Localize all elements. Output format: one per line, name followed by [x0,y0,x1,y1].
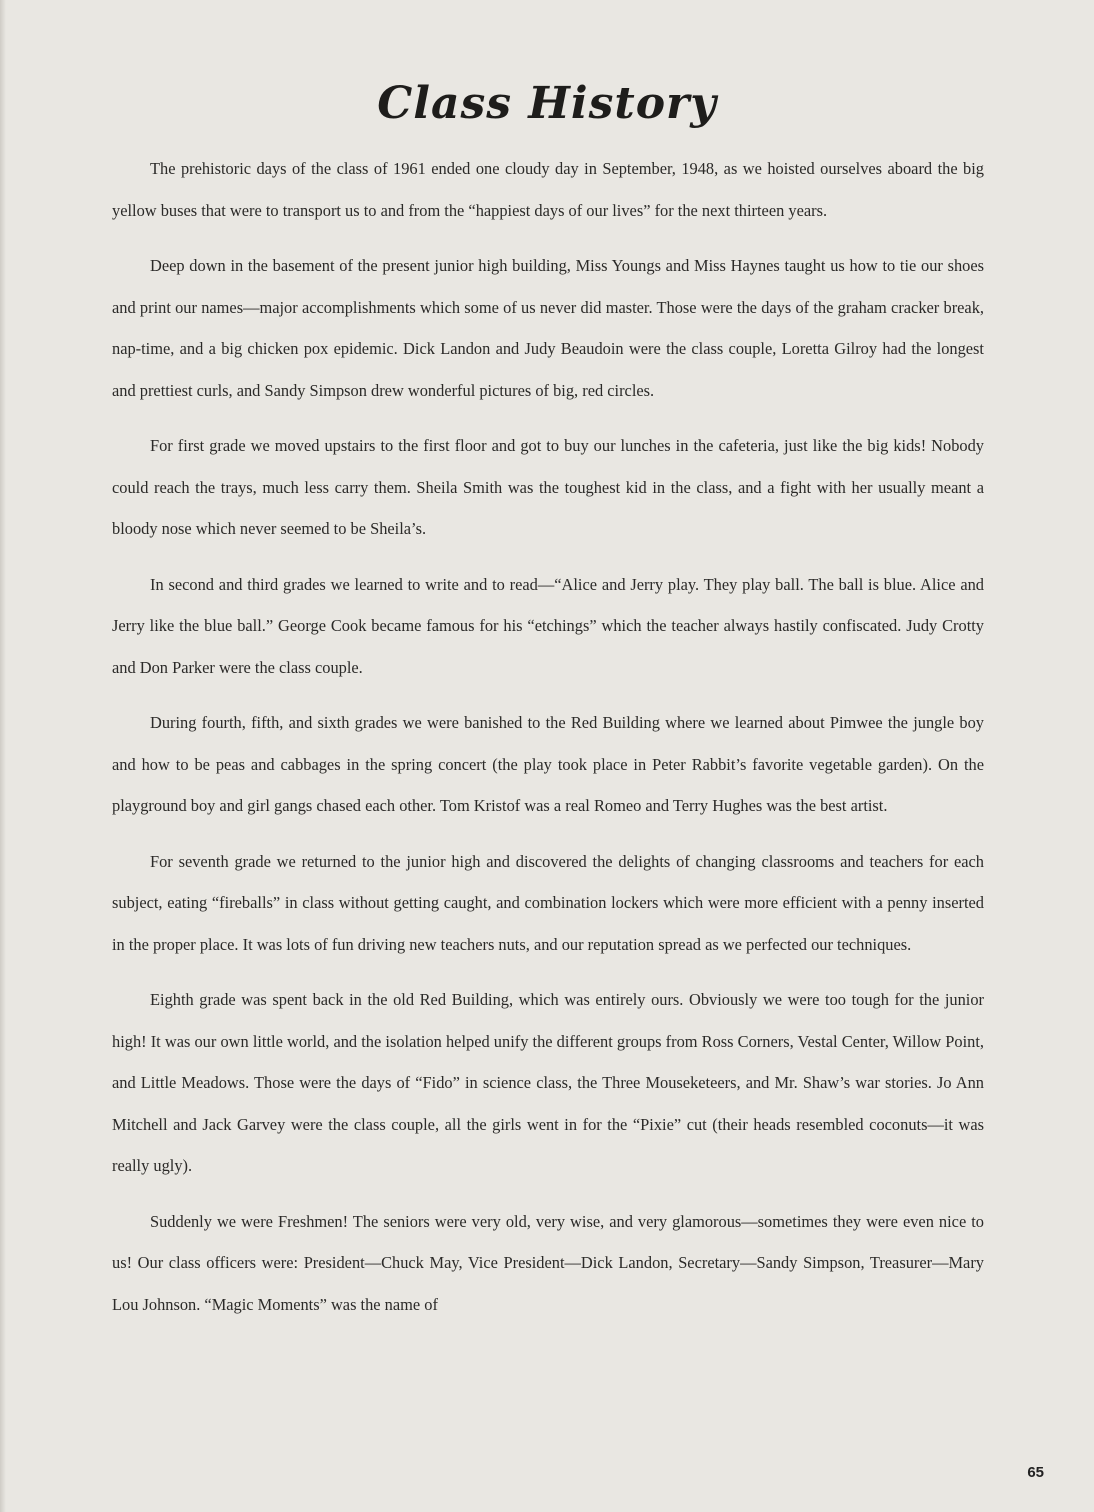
page-title: Class History [377,78,717,129]
paragraph-fourth-sixth-grade: During fourth, fifth, and sixth grades we were banished to the Red Building where we learned about Pimwee the jungle boy and how to be peas and cabbages in the spring concert (the play took place in Peter Rabbit’s favorite vegetable garden). On the playground boy and girl gangs chased each other. Tom Kristof was a real Romeo and Terry Hughes was the best artist. [112,713,984,815]
paragraph-first-grade: For first grade we moved upstairs to the first floor and got to buy our lunches in the cafeteria, just like the big kids! Nobody could reach the trays, much less carry them. Sheila Smith was the toughest kid in the class, and a fight with her usually meant a bloody nose which never seemed to be Sheila’s. [112,436,984,538]
article-body [112,148,984,1339]
paragraph-kindergarten: Deep down in the basement of the present junior high building, Miss Youngs and Miss Haynes taught us how to tie our shoes and print our names—major accomplishments which some of us never did master. Those were the days of the graham cracker break, nap-time, and a big chicken pox epidemic. Dick Landon and Judy Beaudoin were the class couple, Loretta Gilroy had the longest and prettiest curls, and Sandy Simpson drew wonderful pictures of big, red circles. [112,256,984,400]
page-edge-shadow [0,0,6,1512]
paragraph-second-third-grade: In second and third grades we learned to write and to read—“Alice and Jerry play. They play ball. The ball is blue. Alice and Jerry like the blue ball.” George Cook became famous for his “etchings” which the teacher always hastily confiscated. Judy Crotty and Don Parker were the class couple. [112,574,984,677]
paragraph-seventh-grade: For seventh grade we returned to the junior high and discovered the delights of changing classrooms and teachers for each subject, eating “fireballs” in class without getting caught, and combination lockers which were more efficient with a penny inserted in the proper place. It was lots of fun driving new teachers nuts, and our reputation spread as we perfected our techniques. [112,851,984,954]
paragraph-eighth-grade: Eighth grade was spent back in the old Red Building, which was entirely ours. Obviously we were too tough for the junior high! It was our own little world, and the isolation helped unify the different groups from Ross Corners, Vestal Center, Willow Point, and Little Meadows. Those were the days of “Fido” in science class, the Three Mouseketeers, and Mr. Shaw’s war stories. Jo Ann Mitchell and Jack Garvey were the class couple, all the girls went in for the “Pixie” cut (their heads resembled coconuts—it was really ugly). [112,990,984,1175]
page-number: 65 [1027,1464,1044,1481]
paragraph-freshman-year: Suddenly we were Freshmen! The seniors were very old, very wise, and very glamorous—sometimes they were even nice to us! Our class officers were: President—Chuck May, Vice President—Dick Landon, Secretary—Sandy Simpson, Treasurer—Mary Lou Johnson. “Magic Moments” was the name of [112,1211,984,1314]
paragraph-kindergarten-start: The prehistoric days of the class of 1961 ended one cloudy day in September, 1948, as we hoisted ourselves aboard the big yellow buses that were to transport us to and from the “happiest days of our lives” for the next thirteen years. [112,159,984,220]
